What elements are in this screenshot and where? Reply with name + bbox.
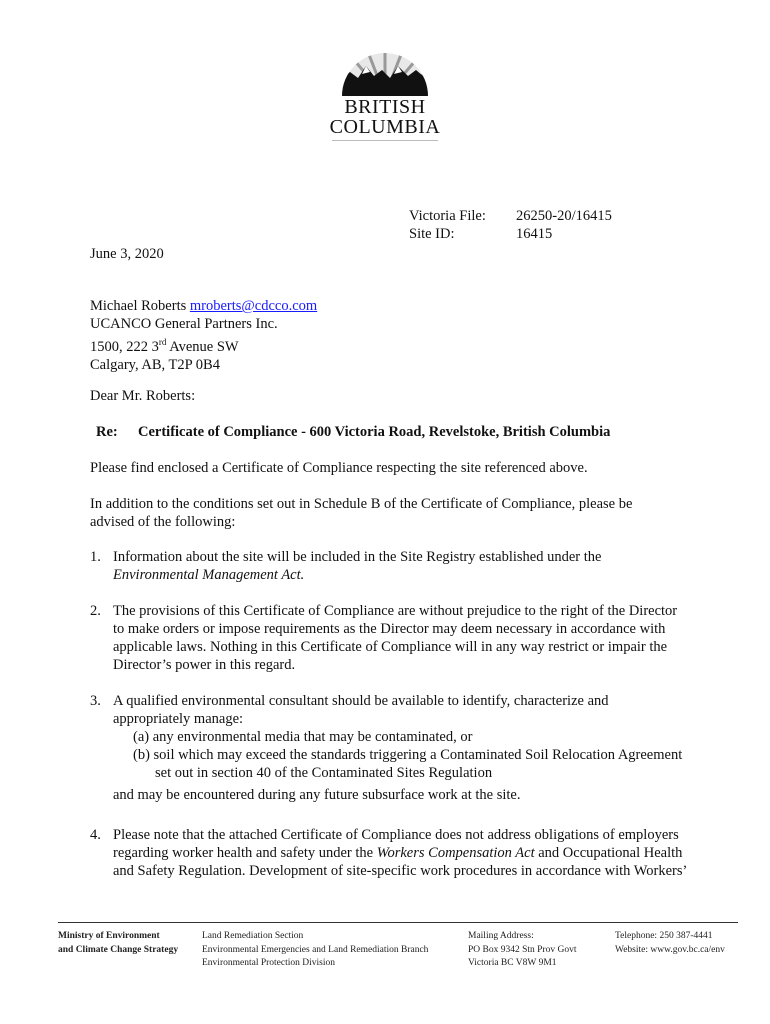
recipient-block	[90, 297, 317, 374]
list-item-number: 3.	[90, 693, 101, 709]
file-info	[409, 207, 612, 243]
list-item-4-line3: and Safety Regulation. Development of site-specific work procedures in accordance with Workers’	[113, 863, 688, 879]
site-id-label: Site ID:	[409, 226, 455, 242]
line2-pre: regarding worker health and safety under the	[113, 845, 377, 861]
footer-ministry-line1: Ministry of Environment	[58, 931, 160, 941]
footer-ministry-line2: and Climate Change Strategy	[58, 944, 179, 955]
recipient-address	[90, 333, 317, 356]
footer-rule	[58, 922, 738, 923]
re-subject: Certificate of Compliance - 600 Victoria Road, Revelstoke, British Columbia	[138, 424, 611, 440]
footer-section-line1: Land Remediation Section	[202, 931, 304, 941]
list-item-number: 2.	[90, 603, 101, 619]
footer-contact	[615, 930, 725, 957]
list-item-2-line4: Director’s power in this regard.	[113, 657, 296, 673]
footer-telephone: Telephone: 250 387-4441	[615, 931, 713, 941]
list-item-2-line1: The provisions of this Certificate of Compliance are without prejudice to the right of the Director	[113, 603, 678, 619]
paragraph-conditions	[90, 495, 632, 531]
footer-mailing-line2: PO Box 9342 Stn Prov Govt	[468, 944, 577, 955]
address-prefix: 1500, 222 3	[90, 338, 159, 355]
paragraph-enclosed: Please find enclosed a Certificate of Compliance respecting the site referenced above.	[90, 460, 588, 476]
footer-mailing	[468, 930, 576, 971]
list-item-3	[90, 692, 710, 810]
victoria-file-label: Victoria File:	[409, 208, 486, 224]
logo-line-columbia: COLUMBIA	[329, 116, 441, 138]
footer-website: Website: www.gov.bc.ca/env	[615, 944, 725, 955]
re-label: Re:	[96, 424, 118, 440]
footer-mailing-line1: Mailing Address:	[468, 931, 534, 941]
workers-compensation-act: Workers Compensation Act	[376, 845, 535, 861]
line2-post: and Occupational Health	[534, 845, 683, 861]
list-item-number: 1.	[90, 549, 101, 565]
list-item-4-line2	[113, 844, 713, 862]
recipient-email-link[interactable]: mroberts@cdcco.com	[189, 298, 318, 314]
victoria-file-value: 26250-20/16415	[516, 208, 612, 224]
list-item-3-sub-a: (a) any environmental media that may be contaminated, or	[133, 729, 473, 745]
list-item-3-sub-b-line1: (b) soil which may exceed the standards triggering a Contaminated Soil Relocation Agreement	[133, 747, 683, 763]
list-item-4-line1: Please note that the attached Certificate of Compliance does not address obligations of employers	[113, 827, 679, 843]
recipient-city: Calgary, AB, T2P 0B4	[90, 356, 220, 373]
footer-section-line2: Environmental Emergencies and Land Remediation Branch	[202, 944, 429, 955]
recipient-name: Michael Roberts	[90, 298, 187, 314]
footer-mailing-line3: Victoria BC V8W 9M1	[468, 958, 557, 968]
footer-ministry	[58, 930, 178, 957]
bc-sun-mountain-emblem-icon	[320, 30, 450, 96]
address-suffix: Avenue SW	[166, 338, 239, 355]
list-item-1-line1: Information about the site will be included in the Site Registry established under the	[113, 549, 602, 565]
site-id-value: 16415	[516, 226, 553, 242]
footer-section-line3: Environmental Protection Division	[202, 958, 335, 968]
list-item-3-line2: appropriately manage:	[113, 711, 244, 727]
list-item-number: 4.	[90, 827, 101, 843]
list-item-3-end: and may be encountered during any future subsurface work at the site.	[113, 787, 521, 803]
paragraph-conditions-line1: In addition to the conditions set out in Schedule B of the Certificate of Compliance, please be	[90, 496, 633, 512]
list-item-3-line1: A qualified environmental consultant should be available to identify, characterize and	[113, 693, 609, 709]
salutation: Dear Mr. Roberts:	[90, 388, 196, 404]
footer-section	[202, 930, 428, 971]
recipient-company: UCANCO General Partners Inc.	[90, 316, 278, 332]
list-item-2	[90, 602, 710, 674]
paragraph-conditions-line2: advised of the following:	[90, 514, 236, 530]
list-item-4	[90, 826, 710, 882]
list-item-3-sub-b-line2: set out in section 40 of the Contaminated Sites Regulation	[155, 765, 493, 781]
bc-logo	[320, 30, 450, 142]
letter-date: June 3, 2020	[90, 246, 164, 262]
address-sup: rd	[158, 337, 167, 347]
list-item-1	[90, 548, 710, 584]
logo-line-british: BRITISH	[344, 96, 426, 118]
logo-rule	[332, 140, 438, 141]
list-item-2-line2: to make orders or impose requirements as the Director may deem necessary in accordance with	[113, 621, 666, 637]
list-item-1-line2: Environmental Management Act.	[113, 567, 305, 583]
list-item-2-line3: applicable laws. Nothing in this Certificate of Compliance will in any way restrict or impair the	[113, 639, 668, 655]
